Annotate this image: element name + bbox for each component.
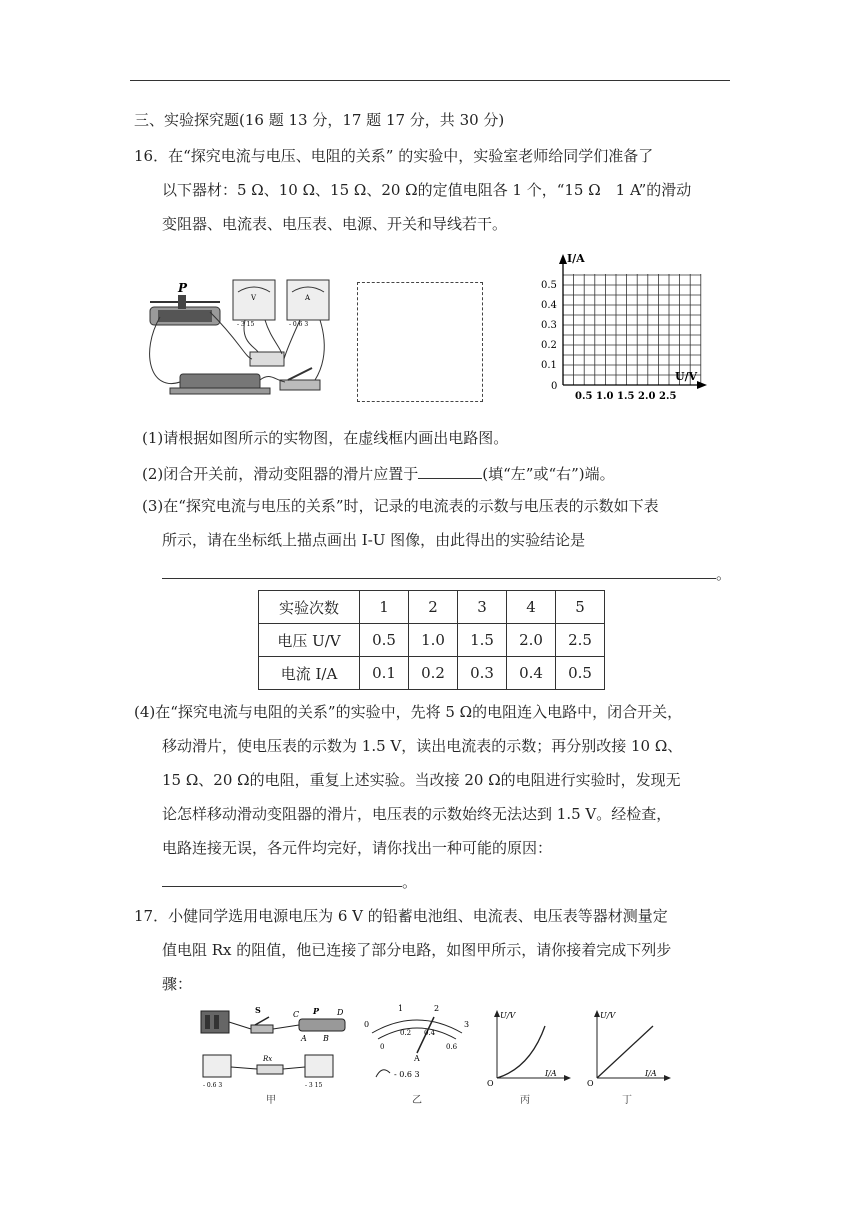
x-tick-label: 1.0 (596, 391, 614, 402)
q16-sub3-line2: 所示，请在坐标纸上描点画出 I-U 图像，由此得出的实验结论是 (162, 531, 586, 549)
x-tick-label: 1.5 (617, 391, 635, 402)
bing-y-label: U/V (500, 1011, 516, 1020)
bing-x-label: I/A (545, 1069, 557, 1078)
figure-ding-graph (585, 1008, 675, 1088)
q16-sub4-line3: 15 Ω、20 Ω的电阻，重复上述实验。当改接 20 Ω的电阻进行实验时，发现无 (162, 771, 681, 789)
table-cell: 实验次数 (259, 591, 360, 624)
q16-sub3-period: 。 (716, 565, 732, 583)
ding-origin: O (587, 1079, 594, 1088)
table-cell: 0.3 (458, 657, 507, 690)
circuit-diagram-dashed-box[interactable] (357, 282, 483, 402)
ding-y-label: U/V (600, 1011, 616, 1020)
q16-sub3-answer-row (162, 562, 731, 584)
circuit-apparatus-figure (140, 262, 340, 402)
table-cell: 0.5 (556, 657, 605, 690)
q16-sub1: (1)请根据如图所示的实物图，在虚线框内画出电路图。 (142, 429, 509, 447)
dial-bottom-02: 0.2 (400, 1029, 412, 1037)
table-header-row (259, 591, 605, 624)
table-cell: 2.5 (556, 624, 605, 657)
q16-sub3-line1: (3)在“探究电流与电压的关系”时，记录的电流表的示数与电压表的示数如下表 (142, 497, 659, 515)
switch-label: S (255, 1005, 261, 1015)
iu-graph-paper[interactable] (535, 250, 715, 405)
q16-sub2 (142, 462, 615, 484)
caption-yi: 乙 (412, 1095, 422, 1106)
table-cell: 1.5 (458, 624, 507, 657)
terminal-a-label: A (301, 1034, 307, 1043)
y-tick-label: 0.5 (541, 280, 557, 291)
table-cell: 0.4 (507, 657, 556, 690)
q17-stem-line3: 骤： (162, 975, 193, 993)
y-tick-label: 0.3 (541, 320, 557, 331)
table-cell: 4 (507, 591, 556, 624)
dial-bottom-06: 0.6 (446, 1043, 458, 1051)
dial-top-1: 1 (398, 1004, 404, 1013)
rx-label: Rx (263, 1055, 273, 1063)
y-tick-label: 0.1 (541, 360, 557, 371)
terminal-d-label: D (337, 1008, 344, 1017)
dial-terminals: - 0.6 3 (394, 1070, 420, 1079)
q16-sub4-line1: (4)在“探究电流与电阻的关系”的实验中，先将 5 Ω的电阻连入电路中，闭合开关， (134, 703, 683, 721)
ammeter-scale: - 0.6 3 (289, 321, 309, 328)
table-cell: 5 (556, 591, 605, 624)
q16-stem-line2: 以下器材：5 Ω、10 Ω、15 Ω、20 Ω的定值电阻各 1 个，“15 Ω 1 A”的滑动 (162, 181, 692, 199)
dial-unit: A (414, 1054, 420, 1063)
origin-label: 0 (551, 381, 558, 392)
q16-sub2-text-a: (2)闭合开关前，滑动变阻器的滑片应置于 (142, 465, 419, 483)
dial-top-0: 0 (364, 1020, 370, 1029)
q16-sub4-period: 。 (402, 873, 418, 891)
terminal-b-label: B (323, 1034, 329, 1043)
table-row (259, 624, 605, 657)
x-axis-label: U/V (675, 370, 698, 383)
y-axis-label: I/A (567, 252, 585, 265)
ammeter-label: A (305, 294, 311, 302)
y-tick-label: 0.2 (541, 340, 557, 351)
q16-sub4-answer-blank[interactable] (162, 870, 402, 887)
x-tick-label: 2.0 (638, 391, 656, 402)
terminal-c-label: C (293, 1010, 300, 1019)
voltmeter-scale: - 3 15 (305, 1082, 323, 1089)
table-cell: 电流 I/A (259, 657, 360, 690)
table-cell: 2.0 (507, 624, 556, 657)
caption-ding: 丁 (622, 1095, 632, 1106)
ammeter-scale: - 0.6 3 (203, 1082, 223, 1089)
q17-stem-line2: 值电阻 Rx 的阻值，他已连接了部分电路，如图甲所示，请你接着完成下列步 (162, 941, 672, 959)
figure-jia-circuit (195, 1005, 360, 1100)
voltmeter-label: V (251, 294, 257, 302)
table-cell: 电压 U/V (259, 624, 360, 657)
q16-stem-line3: 变阻器、电流表、电压表、电源、开关和导线若干。 (162, 215, 508, 233)
dial-bottom-04: 0.4 (424, 1029, 436, 1037)
table-row (259, 657, 605, 690)
figure-yi-ammeter-dial (362, 1003, 472, 1085)
x-tick-label: 2.5 (659, 391, 677, 402)
q16-stem-line1: 16．在“探究电流与电压、电阻的关系” 的实验中，实验室老师给同学们准备了 (134, 147, 654, 165)
table-cell: 2 (409, 591, 458, 624)
q17-stem-line1: 17．小健同学选用电源电压为 6 V 的铅蓄电池组、电流表、电压表等器材测量定 (134, 907, 668, 925)
dial-top-3: 3 (464, 1020, 470, 1029)
slider-p-label: P (313, 1006, 320, 1016)
section-title: 三、实验探究题(16 题 13 分，17 题 17 分，共 30 分) (134, 111, 505, 129)
caption-jia: 甲 (266, 1095, 276, 1106)
y-tick-label: 0.4 (541, 300, 557, 311)
dial-top-2: 2 (434, 1004, 440, 1013)
table-cell: 0.5 (360, 624, 409, 657)
q16-sub4-line4: 论怎样移动滑动变阻器的滑片，电压表的示数始终无法达到 1.5 V。经检查， (162, 805, 672, 823)
slider-label: P (178, 281, 188, 295)
q16-sub4-line2: 移动滑片，使电压表的示数为 1.5 V，读出电流表的示数；再分别改接 10 Ω、 (162, 737, 683, 755)
table-cell: 1.0 (409, 624, 458, 657)
q16-sub4-line5: 电路连接无误，各元件均完好，请你找出一种可能的原因： (162, 839, 553, 857)
ding-x-label: I/A (645, 1069, 657, 1078)
q16-sub4-answer-row (162, 870, 417, 892)
dial-bottom-0: 0 (380, 1043, 385, 1051)
caption-bing: 丙 (520, 1095, 530, 1106)
voltmeter-scale: - 3 15 (237, 321, 255, 328)
table-cell: 1 (360, 591, 409, 624)
x-tick-label: 0.5 (575, 391, 593, 402)
table-cell: 0.1 (360, 657, 409, 690)
data-table (258, 590, 605, 690)
q16-sub3-answer-blank[interactable] (162, 562, 716, 579)
header-rule (130, 80, 730, 81)
q16-sub2-text-b: (填“左”或“右”)端。 (482, 465, 615, 483)
bing-origin: O (487, 1079, 494, 1088)
table-cell: 3 (458, 591, 507, 624)
figure-bing-graph (485, 1008, 575, 1088)
table-cell: 0.2 (409, 657, 458, 690)
q16-sub2-answer-blank[interactable] (418, 462, 482, 479)
